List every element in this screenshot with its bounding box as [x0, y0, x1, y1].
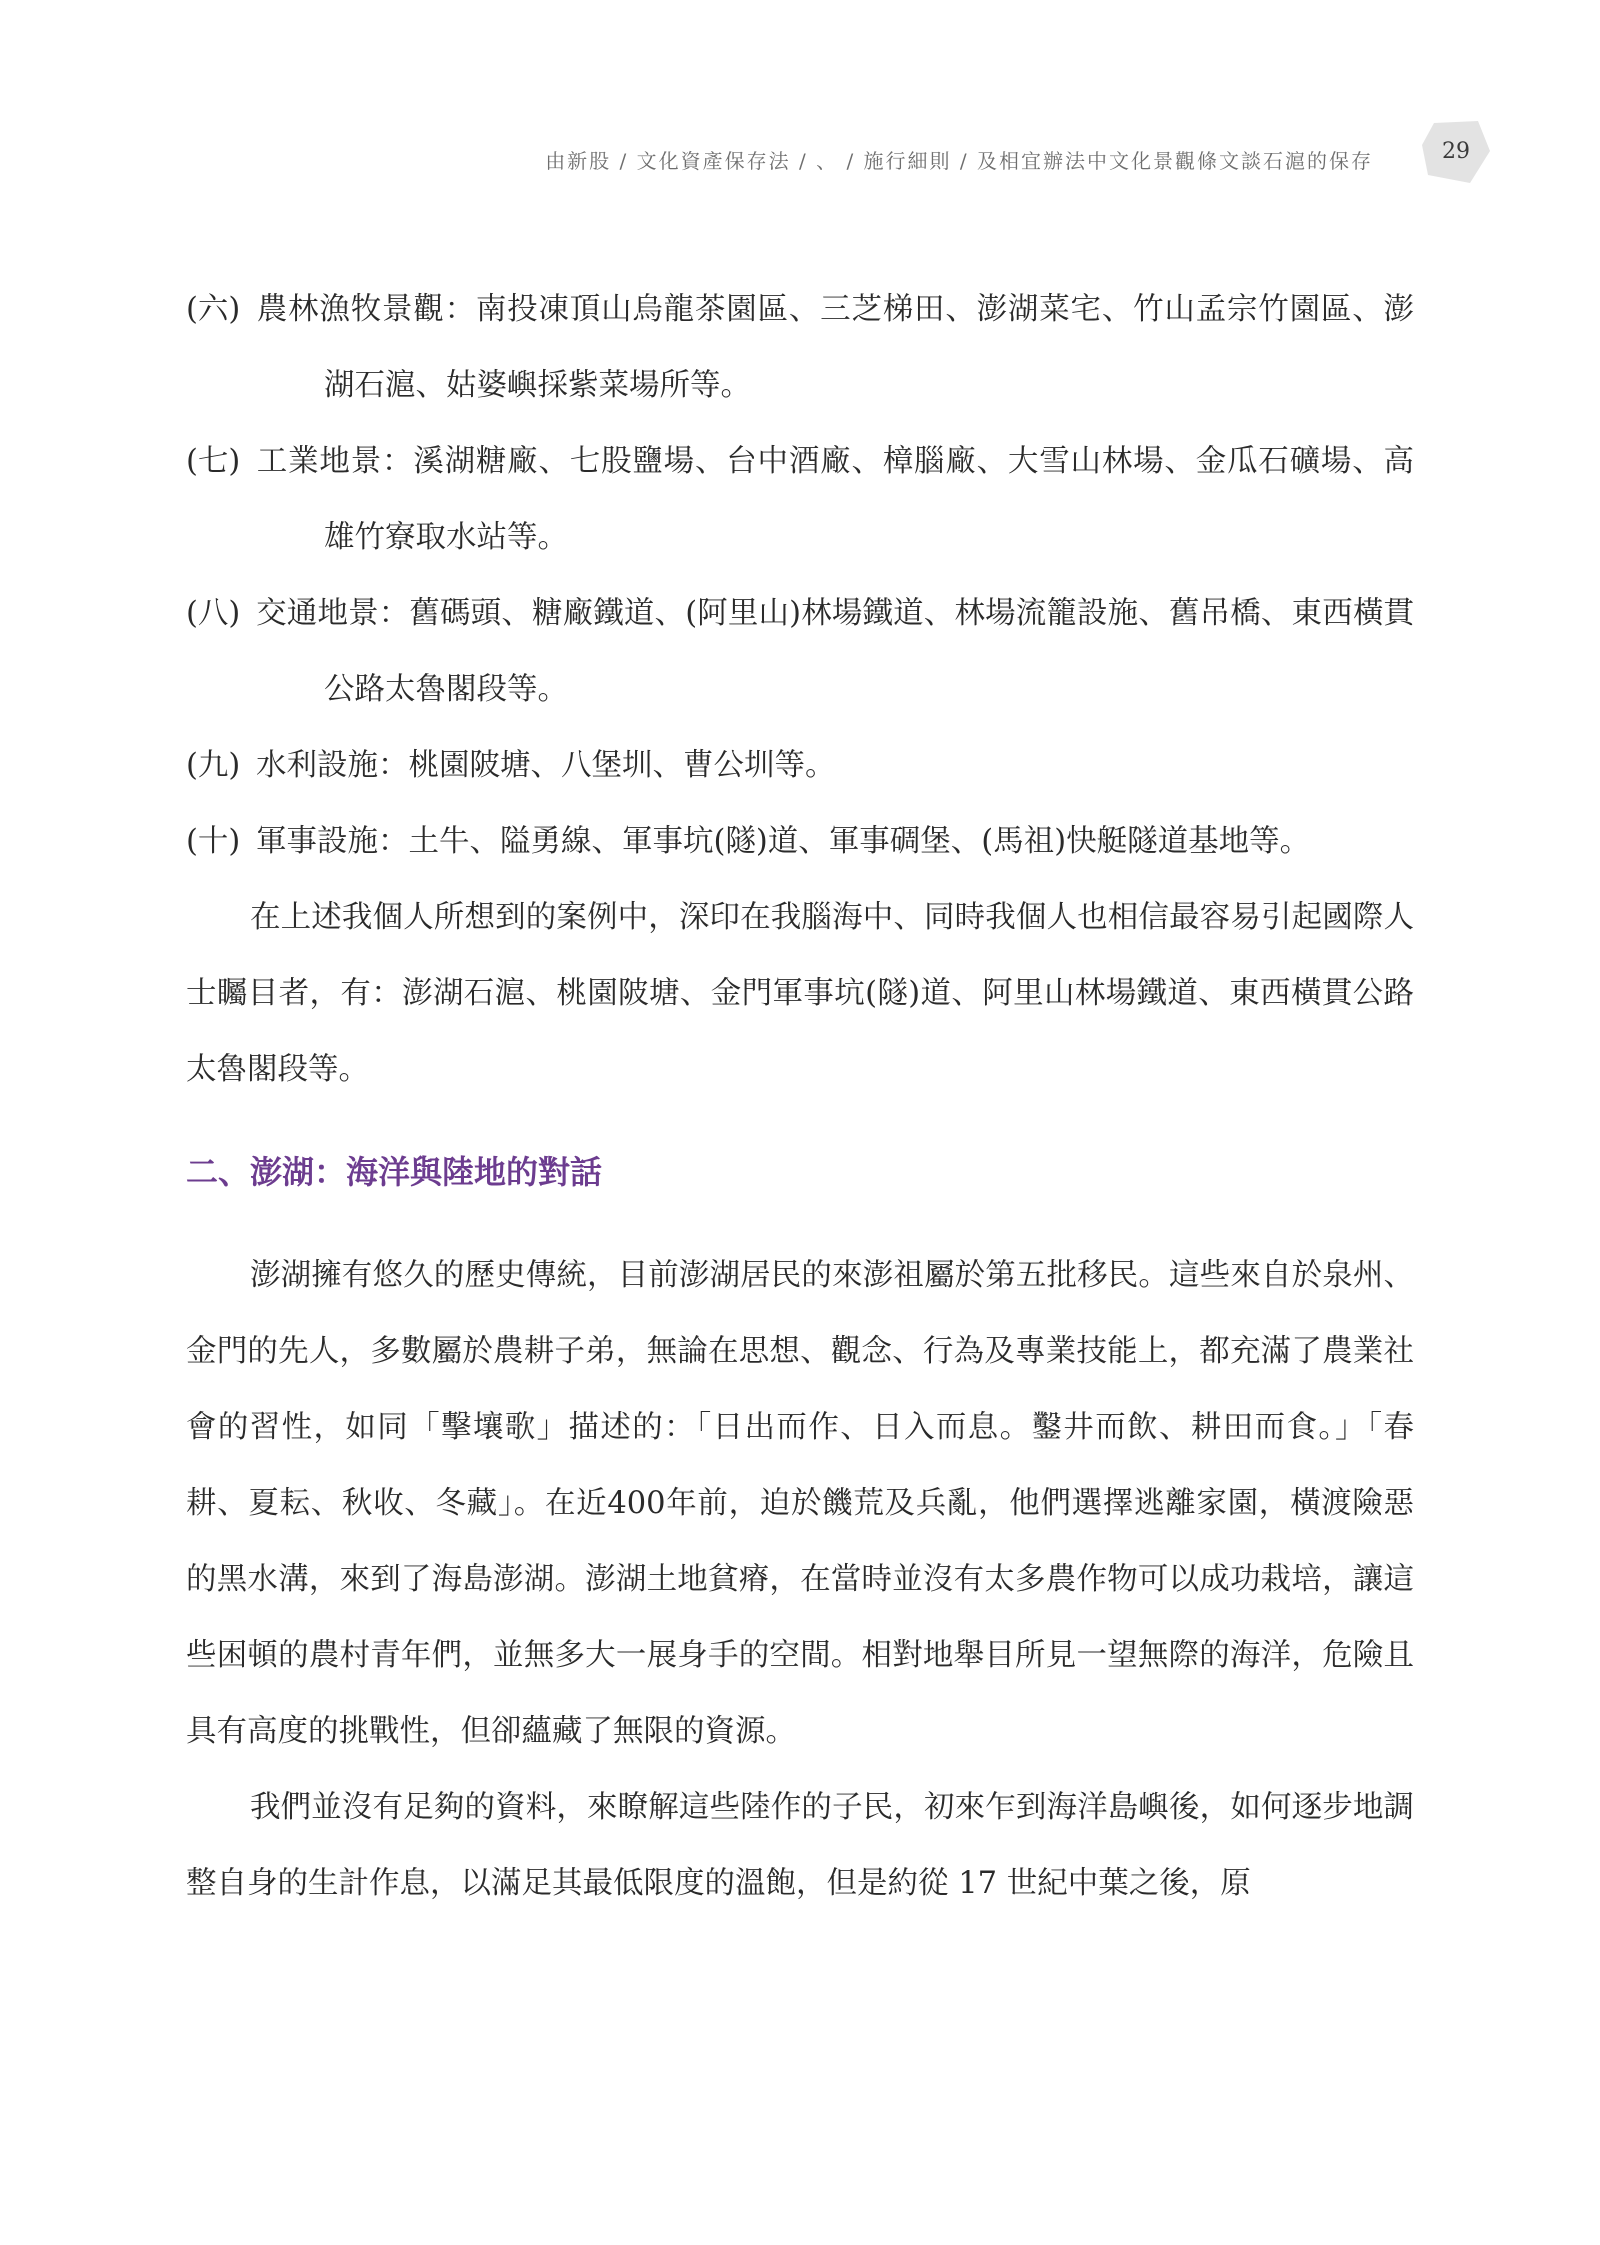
list-item-label: (十) [186, 824, 241, 859]
list-item-label: (八) [186, 596, 241, 631]
page-number-badge [1422, 121, 1490, 183]
list-item [186, 804, 1414, 880]
list-item-text: 農林漁牧景觀：南投凍頂山烏龍茶園區、三芝梯田、澎湖菜宅、竹山孟宗竹園區、澎湖石滬、姑婆嶼採紫菜場所等。 [256, 292, 1414, 403]
section-heading: 二、澎湖：海洋與陸地的對話 [186, 1153, 603, 1191]
page-number: 29 [1442, 139, 1470, 164]
list-item-label: (九) [186, 748, 241, 783]
list-item-text: 交通地景：舊碼頭、糖廠鐵道、(阿里山)林場鐵道、林場流籠設施、舊吊橋、東西橫貫公路太魯閣段等。 [256, 596, 1414, 707]
list-item-label: (六) [186, 292, 241, 327]
summary-paragraph: 在上述我個人所想到的案例中，深印在我腦海中、同時我個人也相信最容易引起國際人士矚目者，有：澎湖石滬、桃園陂塘、金門軍事坑(隧)道、阿里山林場鐵道、東西橫貫公路太魯閣段等。 [186, 900, 1414, 1087]
body-paragraph: 我們並沒有足夠的資料，來瞭解這些陸作的子民，初來乍到海洋島嶼後，如何逐步地調整自身的生計作息，以滿足其最低限度的溫飽，但是約從 17 世紀中葉之後，原 [186, 1790, 1414, 1901]
list-item [186, 576, 1414, 728]
list-item [186, 272, 1414, 424]
list-item [186, 728, 1414, 804]
list-item-label: (七) [186, 444, 241, 479]
list-item-text: 軍事設施：土牛、隘勇線、軍事坑(隧)道、軍事碉堡、(馬祖)快艇隧道基地等。 [256, 824, 1311, 859]
running-header: 由新股 / 文化資產保存法 / 、 / 施行細則 / 及相宜辦法中文化景觀條文談石滬的保存 [545, 149, 1373, 173]
list-item-text: 工業地景：溪湖糖廠、七股鹽場、台中酒廠、樟腦廠、大雪山林場、金瓜石礦場、高雄竹寮取水站等。 [256, 444, 1414, 555]
document-body [186, 272, 1414, 1922]
list-item [186, 424, 1414, 576]
body-paragraph: 澎湖擁有悠久的歷史傳統，目前澎湖居民的來澎祖屬於第五批移民。這些來自於泉州、金門的先人，多數屬於農耕子弟，無論在思想、觀念、行為及專業技能上，都充滿了農業社會的習性，如同「擊壤歌」描述的：「日出而作、日入而息。鑿井而飲、耕田而食。」「春耕、夏耘、秋收、冬藏」。在近400年前，迫於饑荒及兵亂，他們選擇逃離家園，橫渡險惡的黑水溝，來到了海島澎湖。澎湖土地貧瘠，在當時並沒有太多農作物可以成功栽培，讓這些困頓的農村青年們，並無多大一展身手的空間。相對地舉目所見一望無際的海洋，危險且具有高度的挑戰性，但卻蘊藏了無限的資源。 [186, 1258, 1414, 1749]
list-item-text: 水利設施：桃園陂塘、八堡圳、曹公圳等。 [256, 748, 836, 783]
